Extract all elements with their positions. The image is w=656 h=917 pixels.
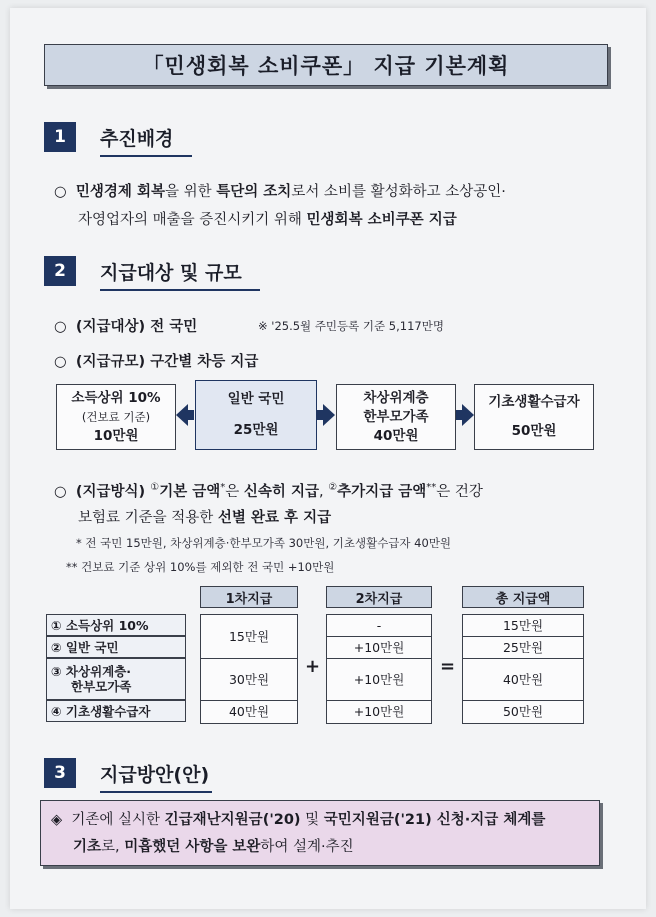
- table-header-second: 2차지급: [326, 586, 432, 608]
- table-cell-second: -: [326, 614, 432, 638]
- table-cell-total: 50만원: [462, 700, 584, 724]
- target-note: ※ '25.5월 주민등록 기준 5,117만명: [258, 319, 444, 333]
- bullet-circle-icon: ○: [54, 184, 67, 200]
- document-title: 「민생회복 소비쿠폰」 지급 기본계획: [44, 44, 608, 86]
- section-1-title: 추진배경: [100, 124, 192, 157]
- method-line-1: ○ (지급방식) ①기본 금액*은 신속히 지급, ②추가지급 금액**은 건강: [54, 482, 483, 500]
- plan-line-2: 기초로, 미흡했던 사항을 보완하여 설계·추진: [73, 839, 354, 855]
- plan-box: [40, 800, 600, 866]
- method-footnote-2: ** 건보료 기준 상위 10%를 제외한 전 국민 +10만원: [66, 560, 335, 574]
- table-cell-second: +10만원: [326, 658, 432, 702]
- section-3-title: 지급방안(안): [100, 760, 212, 793]
- target-line: ○ (지급대상) 전 국민: [54, 319, 198, 335]
- background-line-2: 자영업자의 매출을 증진시키기 위해 민생회복 소비쿠폰 지급: [78, 212, 457, 228]
- table-header-first: 1차지급: [200, 586, 298, 608]
- method-footnote-1: * 전 국민 15만원, 차상위계층·한부모가족 30만원, 기초생활수급자 40만원: [76, 536, 452, 550]
- section-2-number: 2: [44, 256, 76, 286]
- bullet-circle-icon: ○: [54, 319, 67, 335]
- table-row-label: ② 일반 국민: [46, 636, 186, 658]
- table-cell-first: 40만원: [200, 700, 298, 724]
- plan-line-1: ◈ 기존에 실시한 긴급재난지원금('20) 및 국민지원금('21) 신청·지급 체계를: [51, 812, 546, 828]
- arrow-right-icon: [317, 404, 335, 426]
- table-cell-total: 25만원: [462, 636, 584, 660]
- table-cell-second: +10만원: [326, 700, 432, 724]
- bullet-diamond-icon: ◈: [51, 812, 63, 828]
- table-cell-first: 15만원: [200, 614, 298, 660]
- table-row-label: ① 소득상위 10%: [46, 614, 186, 636]
- table-cell-second: +10만원: [326, 636, 432, 660]
- tier-box-basic-livelihood: 기초생활수급자 50만원: [474, 384, 594, 450]
- method-line-2: 보험료 기준을 적용한 선별 완료 후 지급: [78, 510, 332, 526]
- background-line-1: ○ 민생경제 회복을 위한 특단의 조치로서 소비를 활성화하고 소상공인·: [54, 184, 506, 200]
- section-2-title: 지급대상 및 규모: [100, 258, 260, 291]
- table-row-label: ③ 차상위계층· 한부모가족: [46, 658, 186, 700]
- table-cell-first: 30만원: [200, 658, 298, 702]
- table-cell-total: 40만원: [462, 658, 584, 702]
- plus-sign: +: [305, 656, 321, 677]
- section-1-number: 1: [44, 122, 76, 152]
- section-3-number: 3: [44, 758, 76, 788]
- bullet-circle-icon: ○: [54, 354, 67, 370]
- arrow-left-icon: [176, 404, 194, 426]
- scale-line: ○ (지급규모) 구간별 차등 지급: [54, 354, 259, 370]
- table-cell-total: 15만원: [462, 614, 584, 638]
- tier-box-near-poverty: 차상위계층 한부모가족 40만원: [336, 384, 456, 450]
- equals-sign: =: [440, 656, 456, 677]
- arrow-right-icon: [456, 404, 474, 426]
- table-row-label: ④ 기초생활수급자: [46, 700, 186, 722]
- bullet-circle-icon: ○: [54, 484, 67, 500]
- tier-box-top10: 소득상위 10% (건보료 기준) 10만원: [56, 384, 176, 450]
- table-header-total: 총 지급액: [462, 586, 584, 608]
- tier-box-general: 일반 국민 25만원: [195, 380, 317, 450]
